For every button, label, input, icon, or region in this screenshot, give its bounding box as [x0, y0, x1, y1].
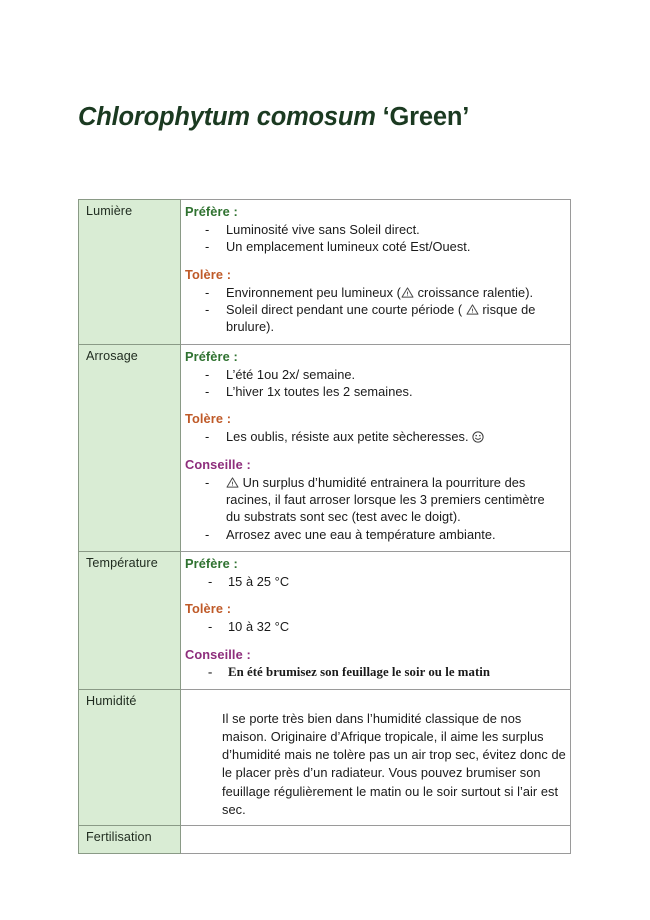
- plant-care-table: [78, 199, 571, 854]
- section-heading-prefere: Préfère :: [185, 204, 238, 219]
- list-item: - En été brumisez son feuillage le soir ou le matin: [185, 664, 562, 681]
- warning-triangle-icon: [226, 477, 239, 488]
- section-heading-tolere: Tolère :: [185, 601, 232, 617]
- spacer: [185, 446, 562, 457]
- list-item: - L’hiver 1x toutes les 2 semaines.: [185, 383, 562, 400]
- list-item-text-pre: Soleil direct pendant une courte période (: [226, 301, 466, 317]
- row-body-humidite: [181, 689, 571, 825]
- prefere-list: [185, 366, 562, 401]
- row-body-fertilisation: [181, 825, 571, 853]
- title-species: Chlorophytum comosum: [78, 103, 376, 131]
- warning-triangle-icon: [466, 304, 479, 315]
- conseille-list: [185, 664, 562, 681]
- tolere-list: [185, 618, 562, 635]
- row-label-lumiere: Lumière: [79, 200, 181, 345]
- prefere-list: [185, 573, 562, 590]
- row-label-fertilisation: Fertilisation: [79, 825, 181, 853]
- row-body-temperature: [181, 552, 571, 690]
- table-row: [79, 344, 571, 551]
- section-heading-conseille: Conseille :: [185, 646, 251, 662]
- page-title: [78, 103, 469, 132]
- warning-triangle-icon: [401, 287, 414, 298]
- list-item: [185, 301, 562, 336]
- title-cultivar: ‘Green’: [382, 103, 470, 131]
- spacer: [185, 636, 562, 647]
- spacer: [185, 590, 562, 601]
- row-body-arrosage: [181, 344, 571, 551]
- smiley-face-icon: [472, 431, 484, 443]
- row-label-arrosage: Arrosage: [79, 344, 181, 551]
- list-item-text-post: croissance ralentie).: [413, 284, 534, 300]
- list-item: - Un emplacement lumineux coté Est/Ouest.: [185, 238, 562, 255]
- list-item: - Arrosez avec une eau à température ambiante.: [185, 526, 562, 543]
- list-item: - Luminosité vive sans Soleil direct.: [185, 221, 562, 238]
- list-item-text: Les oublis, résiste aux petite sècheresses.: [226, 429, 469, 445]
- list-item-text-pre: Environnement peu lumineux (: [226, 284, 401, 300]
- prefere-list: [185, 221, 562, 256]
- list-item-text-post: risque de brulure).: [226, 301, 536, 335]
- table-row: [79, 552, 571, 690]
- list-item: [185, 474, 562, 526]
- list-item: - 15 à 25 °C: [185, 573, 562, 590]
- list-item-text: Un surplus d’humidité entrainera la pourriture des racines, il faut arroser lorsque les 3 premiers centimètre du substrats sont sec (test avec le doigt).: [226, 474, 545, 525]
- section-heading-tolere: Tolère :: [185, 411, 232, 427]
- row-body-lumiere: [181, 200, 571, 345]
- section-heading-conseille: Conseille :: [185, 456, 251, 472]
- list-item: - L’été 1ou 2x/ semaine.: [185, 366, 562, 383]
- empty-content: [185, 830, 562, 845]
- row-label-humidite: Humidité: [79, 689, 181, 825]
- conseille-list: [185, 474, 562, 544]
- table-row: [79, 825, 571, 853]
- table-row: [79, 200, 571, 345]
- section-heading-tolere: Tolère :: [185, 266, 232, 282]
- list-item: - 10 à 32 °C: [185, 618, 562, 635]
- spacer: [185, 256, 562, 267]
- table-row: [79, 689, 571, 825]
- list-item: [185, 428, 562, 445]
- section-heading-prefere: Préfère :: [185, 348, 238, 364]
- list-item: [185, 284, 562, 301]
- humidity-paragraph: Il se porte très bien dans l’humidité classique de nos maison. Originaire d’Afrique tropicale, il aime les surplus d’humidité mais ne tolère pas un air trop sec, évitez donc de le placer près d’un radiateur. Vous pouvez brumiser son feuillage régulièrement le matin ou le soir surtout si l’air est sec.: [222, 710, 566, 817]
- spacer: [185, 400, 562, 411]
- tolere-list: [185, 428, 562, 445]
- section-heading-prefere: Préfère :: [185, 556, 238, 572]
- tolere-list: [185, 284, 562, 336]
- row-label-temperature: Température: [79, 552, 181, 690]
